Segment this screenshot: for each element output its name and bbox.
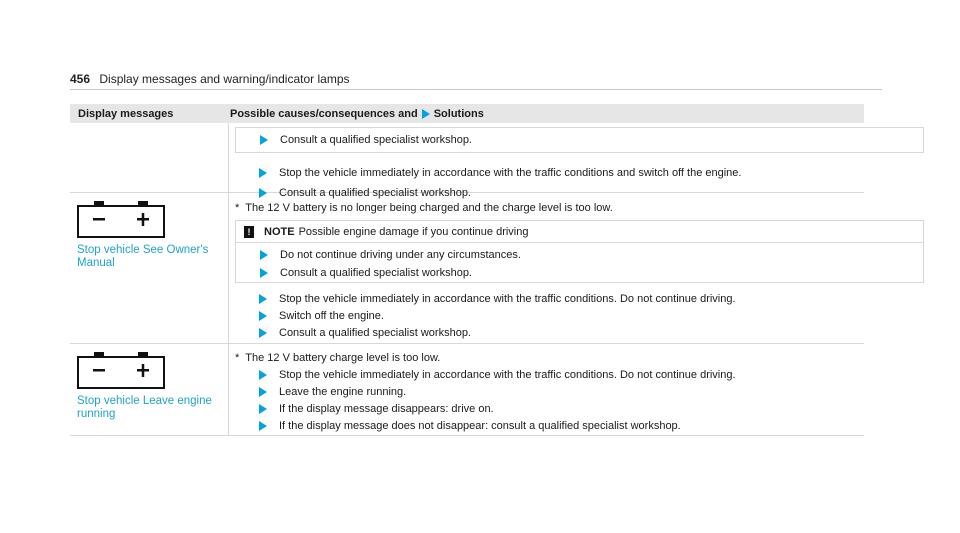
header-divider: [70, 89, 882, 90]
message-cell: [70, 193, 229, 343]
display-message: Stop vehicle See Owner's Manual: [77, 244, 209, 269]
arrow-right-icon: [422, 109, 430, 119]
arrow-right-icon: [259, 311, 267, 321]
battery-warning-icon: [77, 352, 165, 389]
arrow-right-icon: [259, 404, 267, 414]
page-title: Display messages and warning/indicator lamps: [99, 72, 350, 86]
arrow-right-icon: [260, 250, 268, 260]
arrow-right-icon: [259, 370, 267, 380]
column-header-causes: [222, 108, 864, 120]
solution-step: If the display message does not disappear: consult a qualified specialist workshop.: [259, 420, 681, 432]
solution-step: Consult a qualified specialist workshop.: [260, 134, 472, 146]
arrow-right-icon: [259, 168, 267, 178]
table-row: [70, 344, 864, 436]
display-messages-table: [70, 104, 864, 436]
solution-cell: [229, 193, 864, 343]
page-header: [70, 72, 350, 86]
display-message: Stop vehicle Leave engine running: [77, 395, 212, 420]
page-number: 456: [70, 72, 91, 86]
warning-note-icon: !: [244, 226, 254, 238]
solution-step: If the display message disappears: drive on.: [259, 403, 494, 415]
arrow-right-icon: [260, 268, 268, 278]
arrow-right-icon: [259, 328, 267, 338]
solution-step: Switch off the engine.: [259, 310, 384, 322]
table-header: [70, 104, 864, 123]
solution-step: Leave the engine running.: [259, 386, 406, 398]
note-continuation-box: [235, 127, 924, 153]
note-step: Consult a qualified specialist workshop.: [260, 267, 472, 279]
cause-text: * The 12 V battery charge level is too low.: [235, 352, 441, 364]
solution-step: Stop the vehicle immediately in accordance with the traffic conditions and switch off the engine.: [259, 167, 741, 179]
note-step: Do not continue driving under any circumstances.: [260, 249, 521, 261]
solution-step: Stop the vehicle immediately in accordance with the traffic conditions. Do not continue driving.: [259, 369, 736, 381]
solution-step: Stop the vehicle immediately in accordance with the traffic conditions. Do not continue driving.: [259, 293, 736, 305]
cause-text: * The 12 V battery is no longer being charged and the charge level is too low.: [235, 202, 613, 214]
column-header-causes-label: Possible causes/consequences and: [230, 107, 418, 120]
table-row: [70, 193, 864, 344]
arrow-right-icon: [259, 387, 267, 397]
battery-warning-icon: [77, 201, 165, 238]
message-cell: [70, 123, 229, 192]
arrow-right-icon: [259, 421, 267, 431]
column-header-messages: Display messages: [78, 107, 174, 120]
solution-step: Consult a qualified specialist workshop.: [259, 327, 471, 339]
column-header-solutions-label: Solutions: [433, 107, 484, 120]
table-row: [70, 123, 864, 199]
solution-cell: [229, 344, 864, 435]
solution-cell: [229, 123, 864, 199]
message-cell: [70, 344, 229, 435]
arrow-right-icon: [259, 294, 267, 304]
arrow-right-icon: [260, 135, 268, 145]
note-box: [235, 220, 924, 283]
solution-step: Consult a qualified specialist workshop.: [259, 187, 471, 199]
note-header: ! NOTE Possible engine damage if you continue driving: [236, 221, 923, 243]
